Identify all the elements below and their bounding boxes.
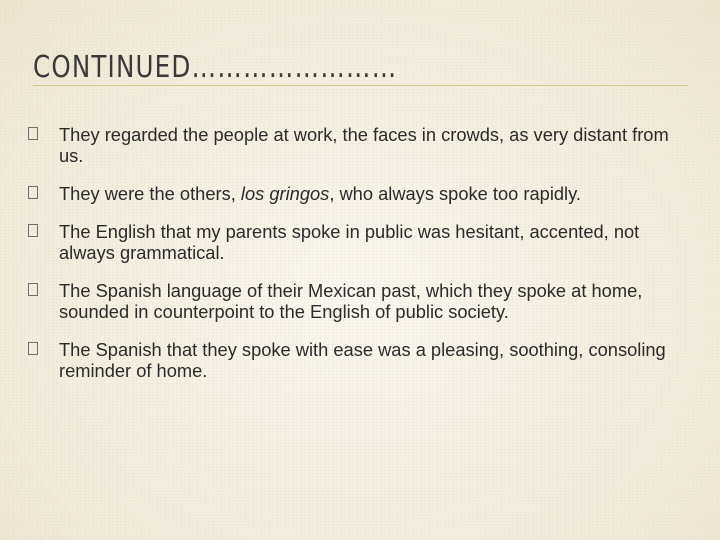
square-bullet-icon bbox=[28, 224, 38, 237]
bullet-item-3 bbox=[28, 221, 698, 263]
bullet-list bbox=[28, 124, 698, 398]
bullet-item-4 bbox=[28, 280, 698, 322]
bullet-text-4: The Spanish language of their Mexican past, which they spoke at home, sounded in counterpoint to the English of public society. bbox=[59, 280, 643, 322]
square-bullet-icon bbox=[28, 342, 38, 355]
slide-title: CONTINUED…………………… bbox=[33, 50, 398, 85]
bullet-text-2-after: , who always spoke too rapidly. bbox=[329, 183, 581, 204]
bullet-text-1: They regarded the people at work, the faces in crowds, as very distant from us. bbox=[59, 124, 669, 166]
bullet-text-5: The Spanish that they spoke with ease was a pleasing, soothing, consoling reminder of home. bbox=[59, 339, 666, 381]
title-underline bbox=[33, 85, 688, 86]
bullet-item-2 bbox=[28, 183, 698, 204]
bullet-text-2 bbox=[59, 183, 581, 204]
bullet-item-5 bbox=[28, 339, 698, 381]
bullet-text-2-italic: los gringos bbox=[240, 183, 330, 204]
bullet-text-2-before: They were the others, bbox=[59, 183, 241, 204]
bullet-text-3: The English that my parents spoke in public was hesitant, accented, not always grammatical. bbox=[59, 221, 640, 263]
bullet-item-1 bbox=[28, 124, 698, 166]
square-bullet-icon bbox=[28, 283, 38, 296]
square-bullet-icon bbox=[28, 127, 38, 140]
square-bullet-icon bbox=[28, 186, 38, 199]
